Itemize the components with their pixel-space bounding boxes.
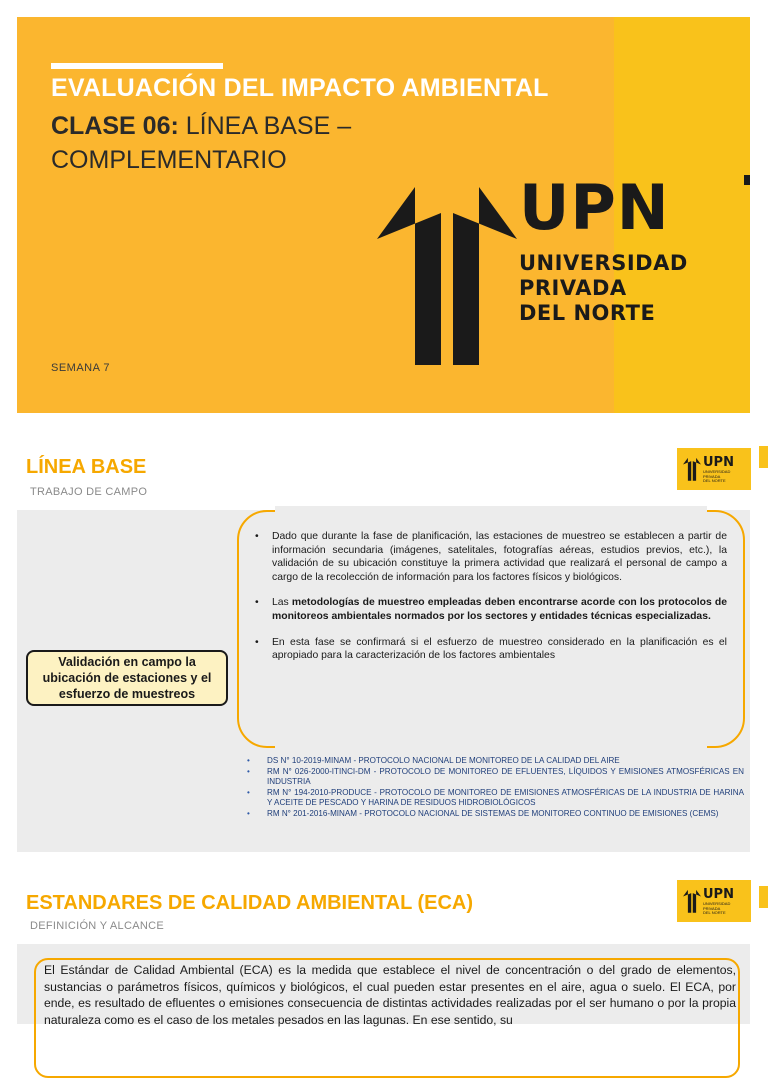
week-label: SEMANA 7 [51, 362, 111, 374]
upn-arrows-mini-icon [683, 455, 701, 481]
side-tab [759, 446, 768, 468]
reference-item: • RM N° 194-2010-PRODUCE - PROTOCOLO DE MONITOREO DE EMISIONES ATMOSFÉRICAS DE LA INDUSTRIA DE HARINA Y ACEITE DE PESCADO Y HARINA DE RESIDUOS HIDROBIOLÓGICOS [244, 788, 744, 809]
logo-line2: PRIVADA [519, 276, 627, 300]
bullet-item [253, 596, 727, 623]
mini-logo-upn: UPN [703, 887, 734, 902]
slide-content [17, 510, 750, 852]
bullet-item: • Dado que durante la fase de planificación, las estaciones de muestreo se establecen a partir de información secundaria (imágenes, satelitales, fotografías aéreas, estudios previos, etc.), la validación de su ubicación constituye la primera actividad que realizará el personal de campo a cargo de la recolección de información para los factores físicos y biológicos. [253, 530, 727, 584]
mini-logo-line2: PRIVADA [703, 473, 721, 479]
upn-arrows-logo-icon [377, 167, 517, 365]
mini-logo-line2: PRIVADA [703, 905, 721, 911]
eca-slide [17, 870, 750, 1027]
slide-content [17, 944, 750, 1027]
bullet-item: • En esta fase se confirmará si el esfuerzo de muestreo considerado en la planificación es el apropiado para la caracterización de los factores ambientales [253, 636, 727, 663]
course-title: EVALUACIÓN DEL IMPACTO AMBIENTAL [51, 74, 549, 102]
side-tab [759, 886, 768, 908]
upn-arrows-mini-icon [683, 887, 701, 913]
mini-logo-upn: UPN [703, 455, 734, 470]
reference-item: • DS N° 10-2019-MINAM - PROTOCOLO NACIONAL DE MONITOREO DE LA CALIDAD DEL AIRE [244, 756, 744, 767]
upn-mini-logo [677, 448, 751, 490]
logo-upn-text: UPN [519, 171, 670, 244]
cover-slide [17, 17, 750, 413]
protocol-references [244, 756, 744, 820]
mini-logo-subtitle [703, 902, 730, 916]
mini-logo-line3: DEL NORTE [703, 478, 726, 483]
slide-subtitle: TRABAJO DE CAMPO [30, 486, 148, 498]
edge-mark [744, 175, 750, 185]
reference-item: • RM N° 201-2016-MINAM - PROTOCOLO NACIONAL DE SISTEMAS DE MONITOREO CONTINUO DE EMISIONES (CEMS) [244, 809, 744, 820]
mini-logo-line1: UNIVERSIDAD [703, 901, 731, 906]
eca-definition: El Estándar de Calidad Ambiental (ECA) es la medida que establece el nivel de concentración o del grado de elementos, sustancias o parámetros físicos, químicos y biológicos, el cual pueden estar presentes en el aire, agua o suelo. El ECA, por ende, es resultado de efluentes o emisiones consecuencia de distintas actividades realizadas por el ser humano o por la propia naturaleza como es el caso de los metales pesados en las lagunas. En ese sentido, su [44, 963, 736, 1027]
class-topic-line2: COMPLEMENTARIO [51, 146, 287, 174]
validation-box: Validación en campo la ubicación de estaciones y el esfuerzo de muestreos [26, 650, 228, 706]
field-work-bullets [253, 530, 727, 675]
mini-logo-subtitle [703, 470, 730, 484]
class-number: CLASE 06: [51, 112, 179, 140]
upn-mini-logo [677, 880, 751, 922]
logo-line1: UNIVERSIDAD [519, 251, 688, 275]
logo-line3: DEL NORTE [519, 301, 656, 325]
title-accent-bar [51, 63, 223, 69]
slide-title: LÍNEA BASE [26, 456, 147, 478]
upn-wordmark [519, 171, 688, 325]
slide-title: ESTANDARES DE CALIDAD AMBIENTAL (ECA) [26, 892, 474, 914]
mini-logo-line3: DEL NORTE [703, 910, 726, 915]
reference-item: • RM N° 026-2000-ITINCI-DM - PROTOCOLO DE MONITOREO DE EFLUENTES, LÍQUIDOS Y EMISIONES ATMOSFÉRICAS EN INDUSTRIA [244, 767, 744, 788]
slide-subtitle: DEFINICIÓN Y ALCANCE [30, 920, 164, 932]
class-topic: LÍNEA BASE – [178, 112, 352, 140]
bullet2-prefix: Las [272, 597, 292, 609]
linea-base-slide [17, 422, 750, 852]
bullet2-emphasis: metodologías de muestreo empleadas deben encontrarse acorde con los protocolos de monitoreos ambientales normados por los sectores y entidades técnicas especializadas. [272, 597, 727, 622]
class-title [51, 112, 351, 141]
mini-logo-line1: UNIVERSIDAD [703, 469, 731, 474]
